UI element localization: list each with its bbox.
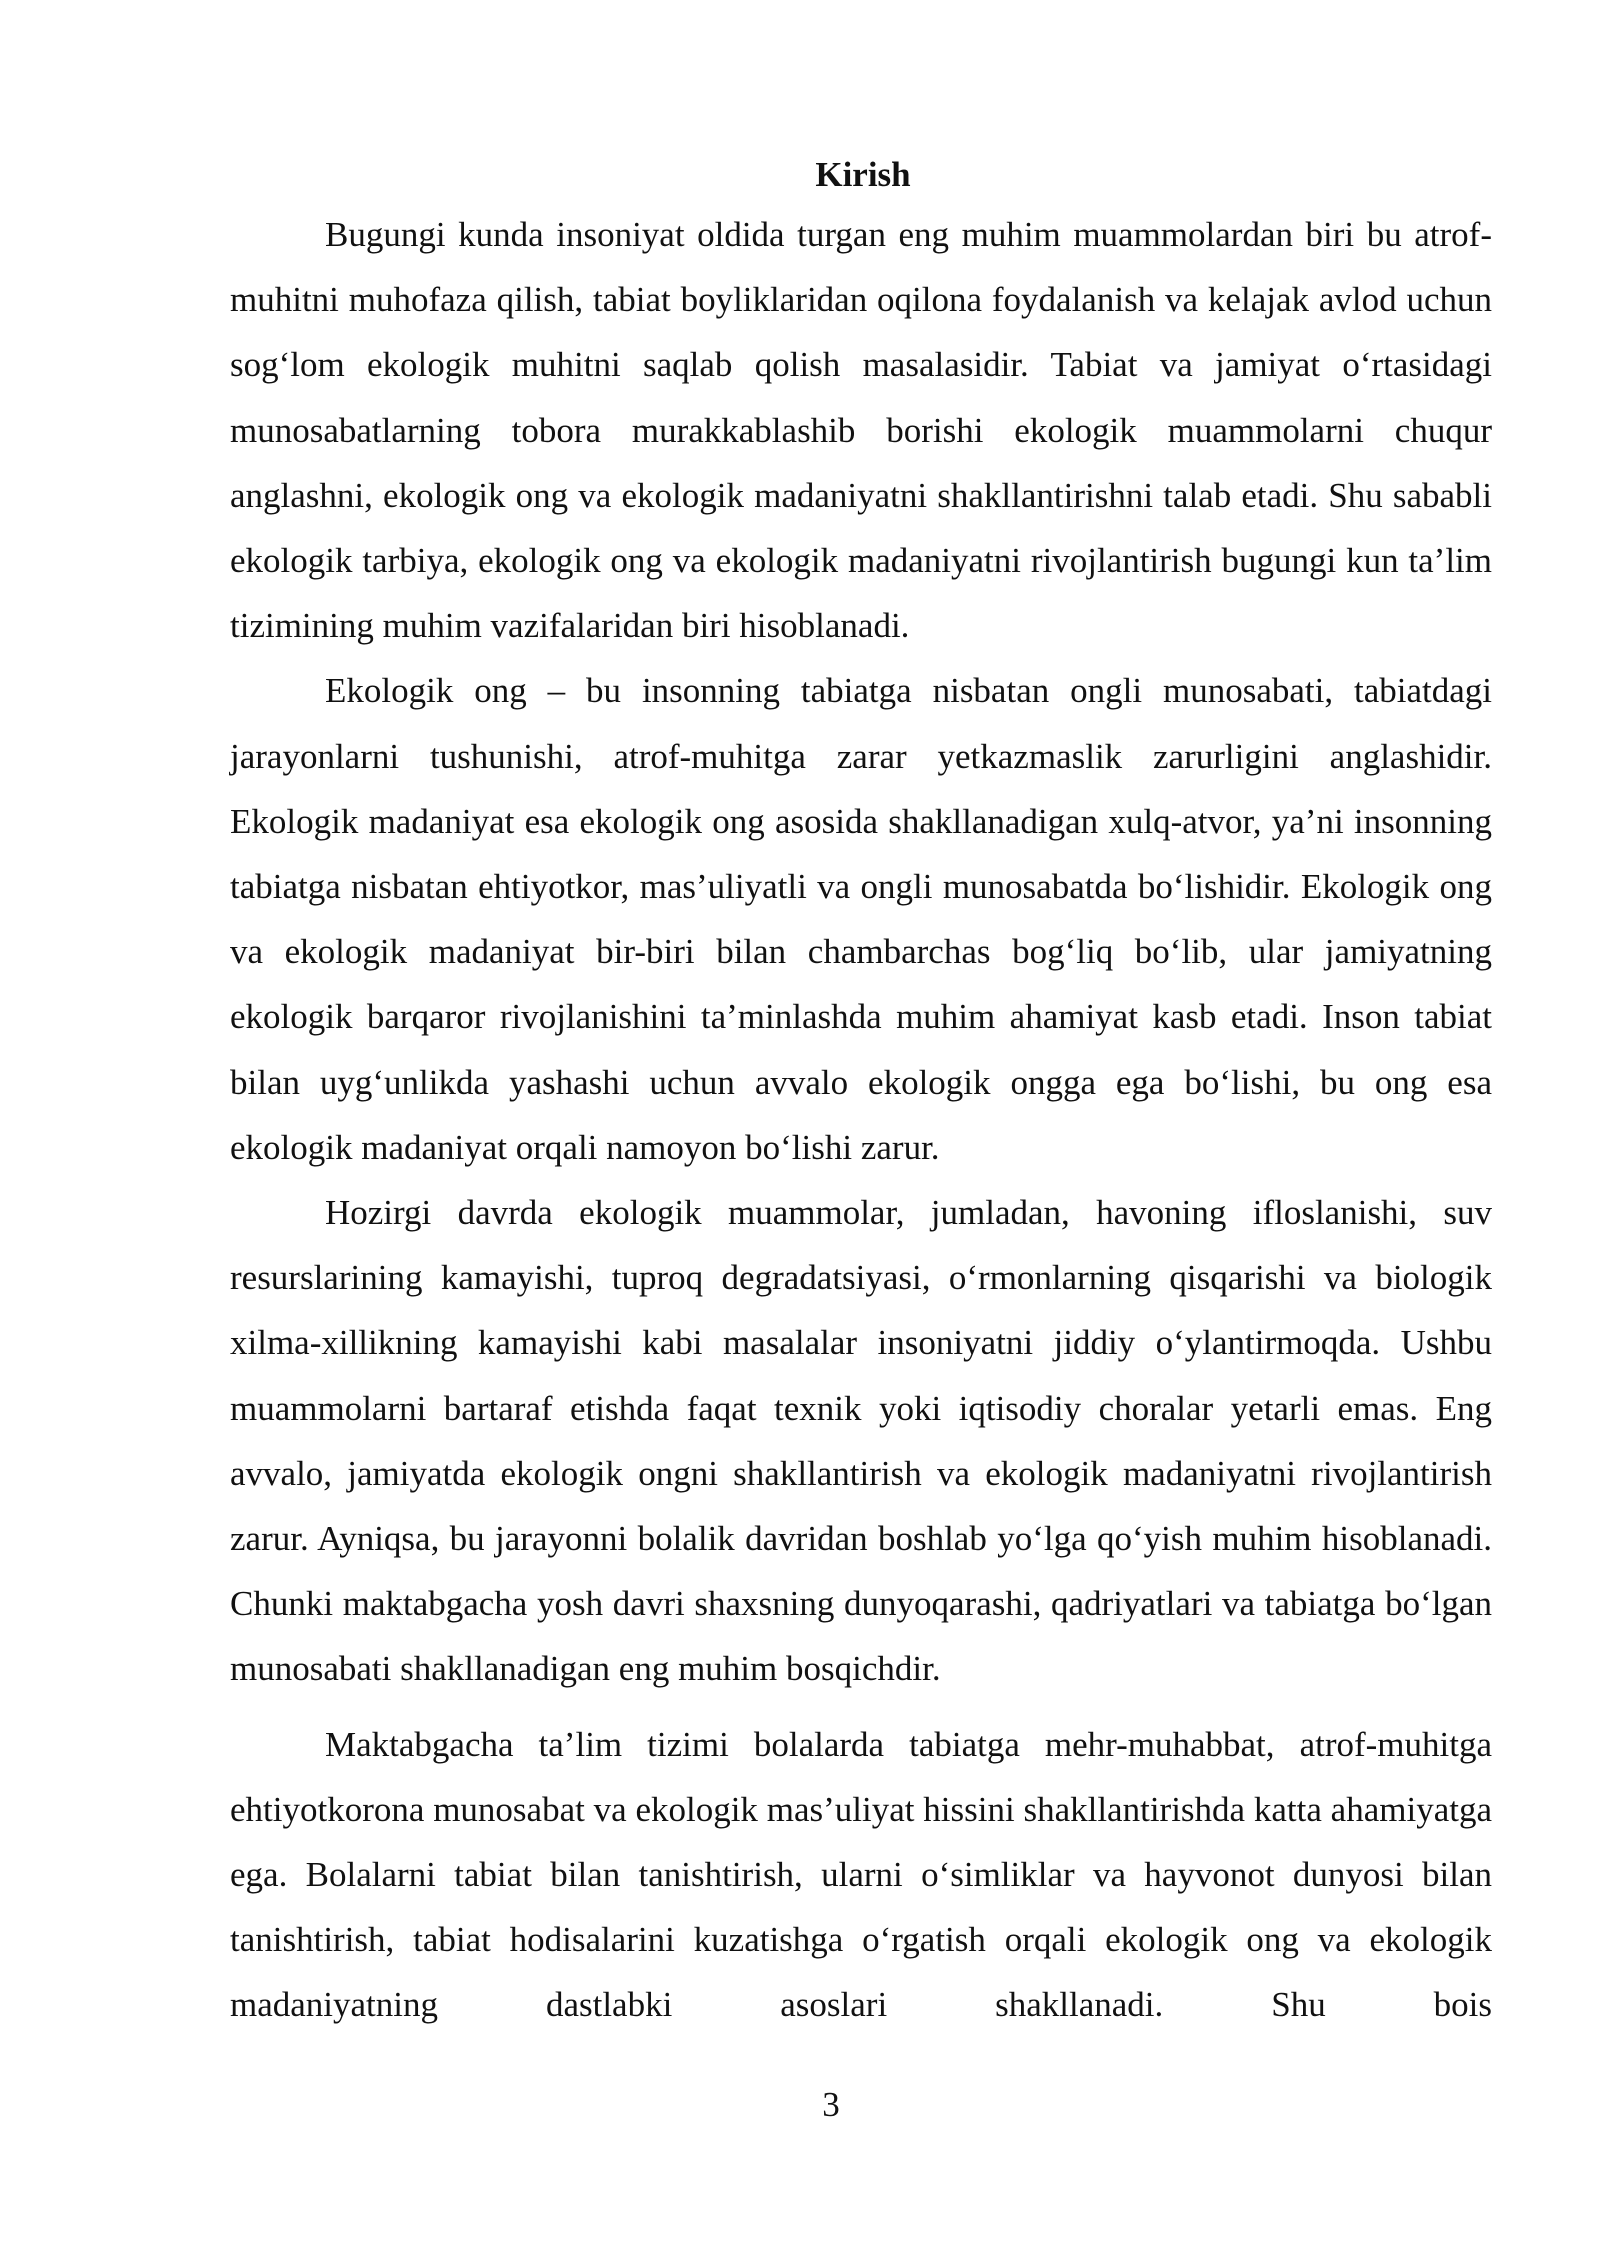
page-body [230, 148, 1492, 2038]
paragraph-preschool-education: Maktabgacha ta’lim tizimi bolalarda tabiatga mehr-muhabbat, atrof-muhitga ehtiyotkorona munosabat va ekologik mas’uliyat hissini shakllantirishda katta ahamiyatga ega. Bolalarni tabiat bilan tanishtirish, ularni o‘simliklar va hayvonot dunyosi bilan tanishtirish, tabiat hodisalarini kuzatishga o‘rgatish orqali ekologik ong va ekologik madaniyatning dastlabki asoslari shakllanadi. Shu bois [230, 1724, 1492, 2025]
paragraph-current-problems: Hozirgi davrda ekologik muammolar, jumladan, havoning ifloslanishi, suv resurslarining kamayishi, tuproq degradatsiyasi, o‘rmonlarning qisqarishi va biologik xilma-xillikning kamayishi kabi masalalar insoniyatni jiddiy o‘ylantirmoqda. Ushbu muammolarni bartaraf etishda faqat texnik yoki iqtisodiy choralar yetarli emas. Eng avvalo, jamiyatda ekologik ongni shakllantirish va ekologik madaniyatni rivojlantirish zarur. Ayniqsa, bu jarayonni bolalik davridan boshlab yo‘lga qo‘yish muhim hisoblanadi. Chunki maktabgacha yosh davri shaxsning dunyoqarashi, qadriyatlari va tabiatga bo‘lgan munosabati shakllanadigan eng muhim bosqichdir. [230, 1193, 1492, 1689]
paragraph-ecological-consciousness: Ekologik ong – bu insonning tabiatga nisbatan ongli munosabati, tabiatdagi jarayonlarni tushunishi, atrof-muhitga zarar yetkazmaslik zarurligini anglashidir. Ekologik madaniyat esa ekologik ong asosida shakllanadigan xulq-atvor, ya’ni insonning tabiatga nisbatan ehtiyotkor, mas’uliyatli va ongli munosabatda bo‘lishidir. Ekologik ong va ekologik madaniyat bir-biri bilan chambarchas bog‘liq bo‘lib, ular jamiyatning ekologik barqaror rivojlanishini ta’minlashda muhim ahamiyat kasb etadi. Inson tabiat bilan uyg‘unlikda yashashi uchun avvalo ekologik ongga ega bo‘lishi, bu ong esa ekologik madaniyat orqali namoyon bo‘lishi zarur. [230, 671, 1492, 1167]
section-title: Kirish [815, 155, 911, 194]
paragraph-intro: Bugungi kunda insoniyat oldida turgan eng muhim muammolardan biri bu atrof-muhitni muhofaza qilish, tabiat boyliklaridan oqilona foydalanish va kelajak avlod uchun sog‘lom ekologik muhitni saqlab qolish masalasidir. Tabiat va jamiyat o‘rtasidagi munosabatlarning tobora murakkablashib borishi ekologik muammolarni chuqur anglashni, ekologik ong va ekologik madaniyatni shakllantirishni talab etadi. Shu sababli ekologik tarbiya, ekologik ong va ekologik madaniyatni rivojlantirish bugungi kun ta’lim tizimining muhim vazifalaridan biri hisoblanadi. [230, 215, 1492, 646]
page-number: 3 [822, 2085, 840, 2124]
